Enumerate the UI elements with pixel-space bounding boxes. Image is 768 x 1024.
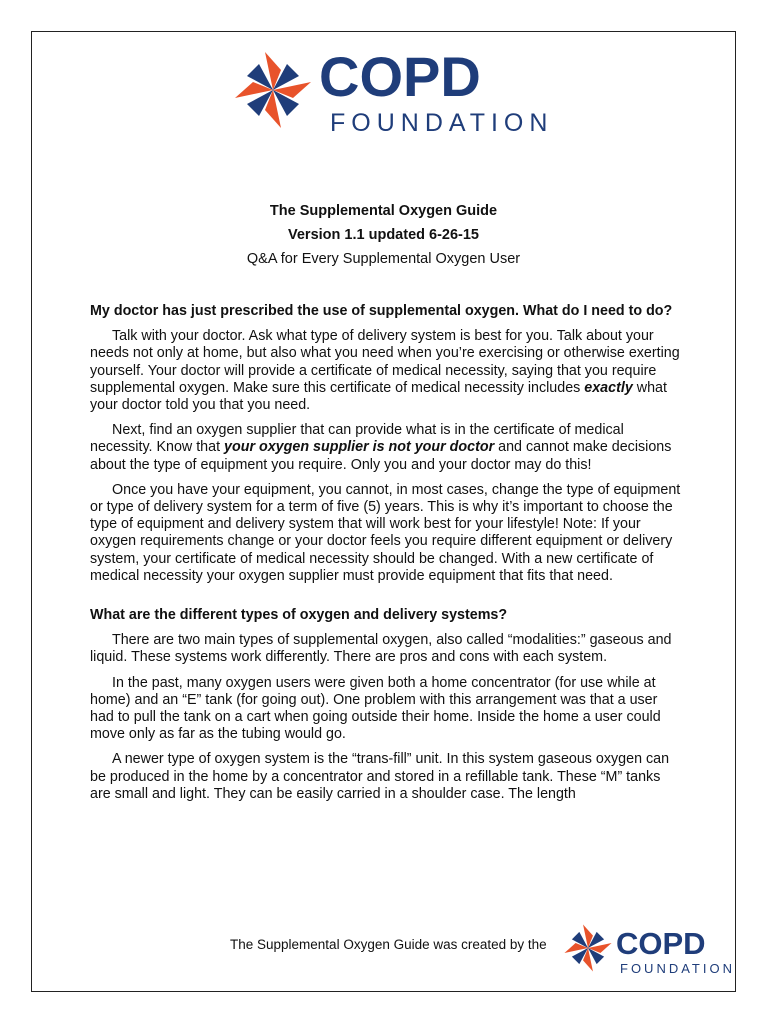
text-run: Next, find an oxygen supplier that can provide what is in the certificate of medical necessity. Know that — [90, 422, 624, 456]
document-body — [90, 303, 684, 811]
pinwheel-icon — [564, 924, 611, 971]
document-version: Version 1.1 updated 6-26-15 — [288, 227, 479, 243]
copd-foundation-logo — [235, 40, 554, 140]
text-run: what your doctor told you that you need. — [90, 379, 667, 414]
footer-logo-wordmark: COPD — [616, 926, 706, 961]
text-run: and cannot make decisions about the type of equipment you require. Only you and your doctor may do this! — [90, 439, 672, 473]
answer-2-paragraph-3: A newer type of oxygen system is the “trans-fill” unit. In this system gaseous oxygen can be produced in the home by a concentrator and stored in a refillable tank. These “M” tanks are small and light. They can be easily carried in a shoulder case. The length — [90, 751, 670, 802]
logo-wordmark: COPD — [319, 45, 481, 108]
question-2: What are the different types of oxygen and delivery systems? — [90, 607, 508, 624]
pinwheel-icon — [235, 52, 311, 128]
text-run: Talk with your doctor. Ask what type of delivery system is best for you. Talk about your needs not only at home, but also what you need when you’re exercising or otherwise exerting yourself. Your doctor will provide a certificate of medical necessity, saying that you require supplemental oxygen. Make sure this certificate of medical necessity includes — [90, 328, 680, 396]
answer-1-paragraph-1 — [90, 328, 684, 414]
document-subtitle: Q&A for Every Supplemental Oxygen User — [246, 251, 521, 267]
document-title: The Supplemental Oxygen Guide — [269, 203, 498, 219]
logo-subtitle: FOUNDATION — [330, 109, 554, 137]
footer-logo — [562, 920, 735, 978]
emphasis-text: your oxygen supplier is not your doctor — [224, 439, 495, 456]
emphasis-text: exactly — [584, 379, 633, 396]
answer-2-paragraph-2: In the past, many oxygen users were given both a home concentrator (for use while at home) and an “E” tank (for going out). One problem with this arrangement was that a user had to pull the tank on a cart when going outside their home. Inside the home a user could move only as far as the tubing would go. — [90, 674, 661, 743]
footer-logo-subtitle: FOUNDATION — [620, 961, 735, 976]
footer-credit: The Supplemental Oxygen Guide was created by the — [230, 937, 547, 952]
question-1: My doctor has just prescribed the use of supplemental oxygen. What do I need to do? — [90, 303, 673, 319]
answer-1-paragraph-3: Once you have your equipment, you cannot, in most cases, change the type of equipment or type of delivery system for a term of five (5) years. This is why it’s important to choose the type of equipment and delivery system that will work best for your lifestyle! Note: If your oxygen requirements change or your doctor feels you require different equipment or delivery system, your certificate of medical necessity should be changed. With a new certificate of medical necessity your oxygen supplier must provide equipment that fits that need. — [90, 481, 681, 584]
answer-2-paragraph-1: There are two main types of supplemental oxygen, also called “modalities:” gaseous and liquid. These systems work differently. There are pros and cons with each system. — [90, 632, 672, 666]
document-header — [31, 203, 736, 268]
answer-1-paragraph-2 — [90, 422, 684, 474]
